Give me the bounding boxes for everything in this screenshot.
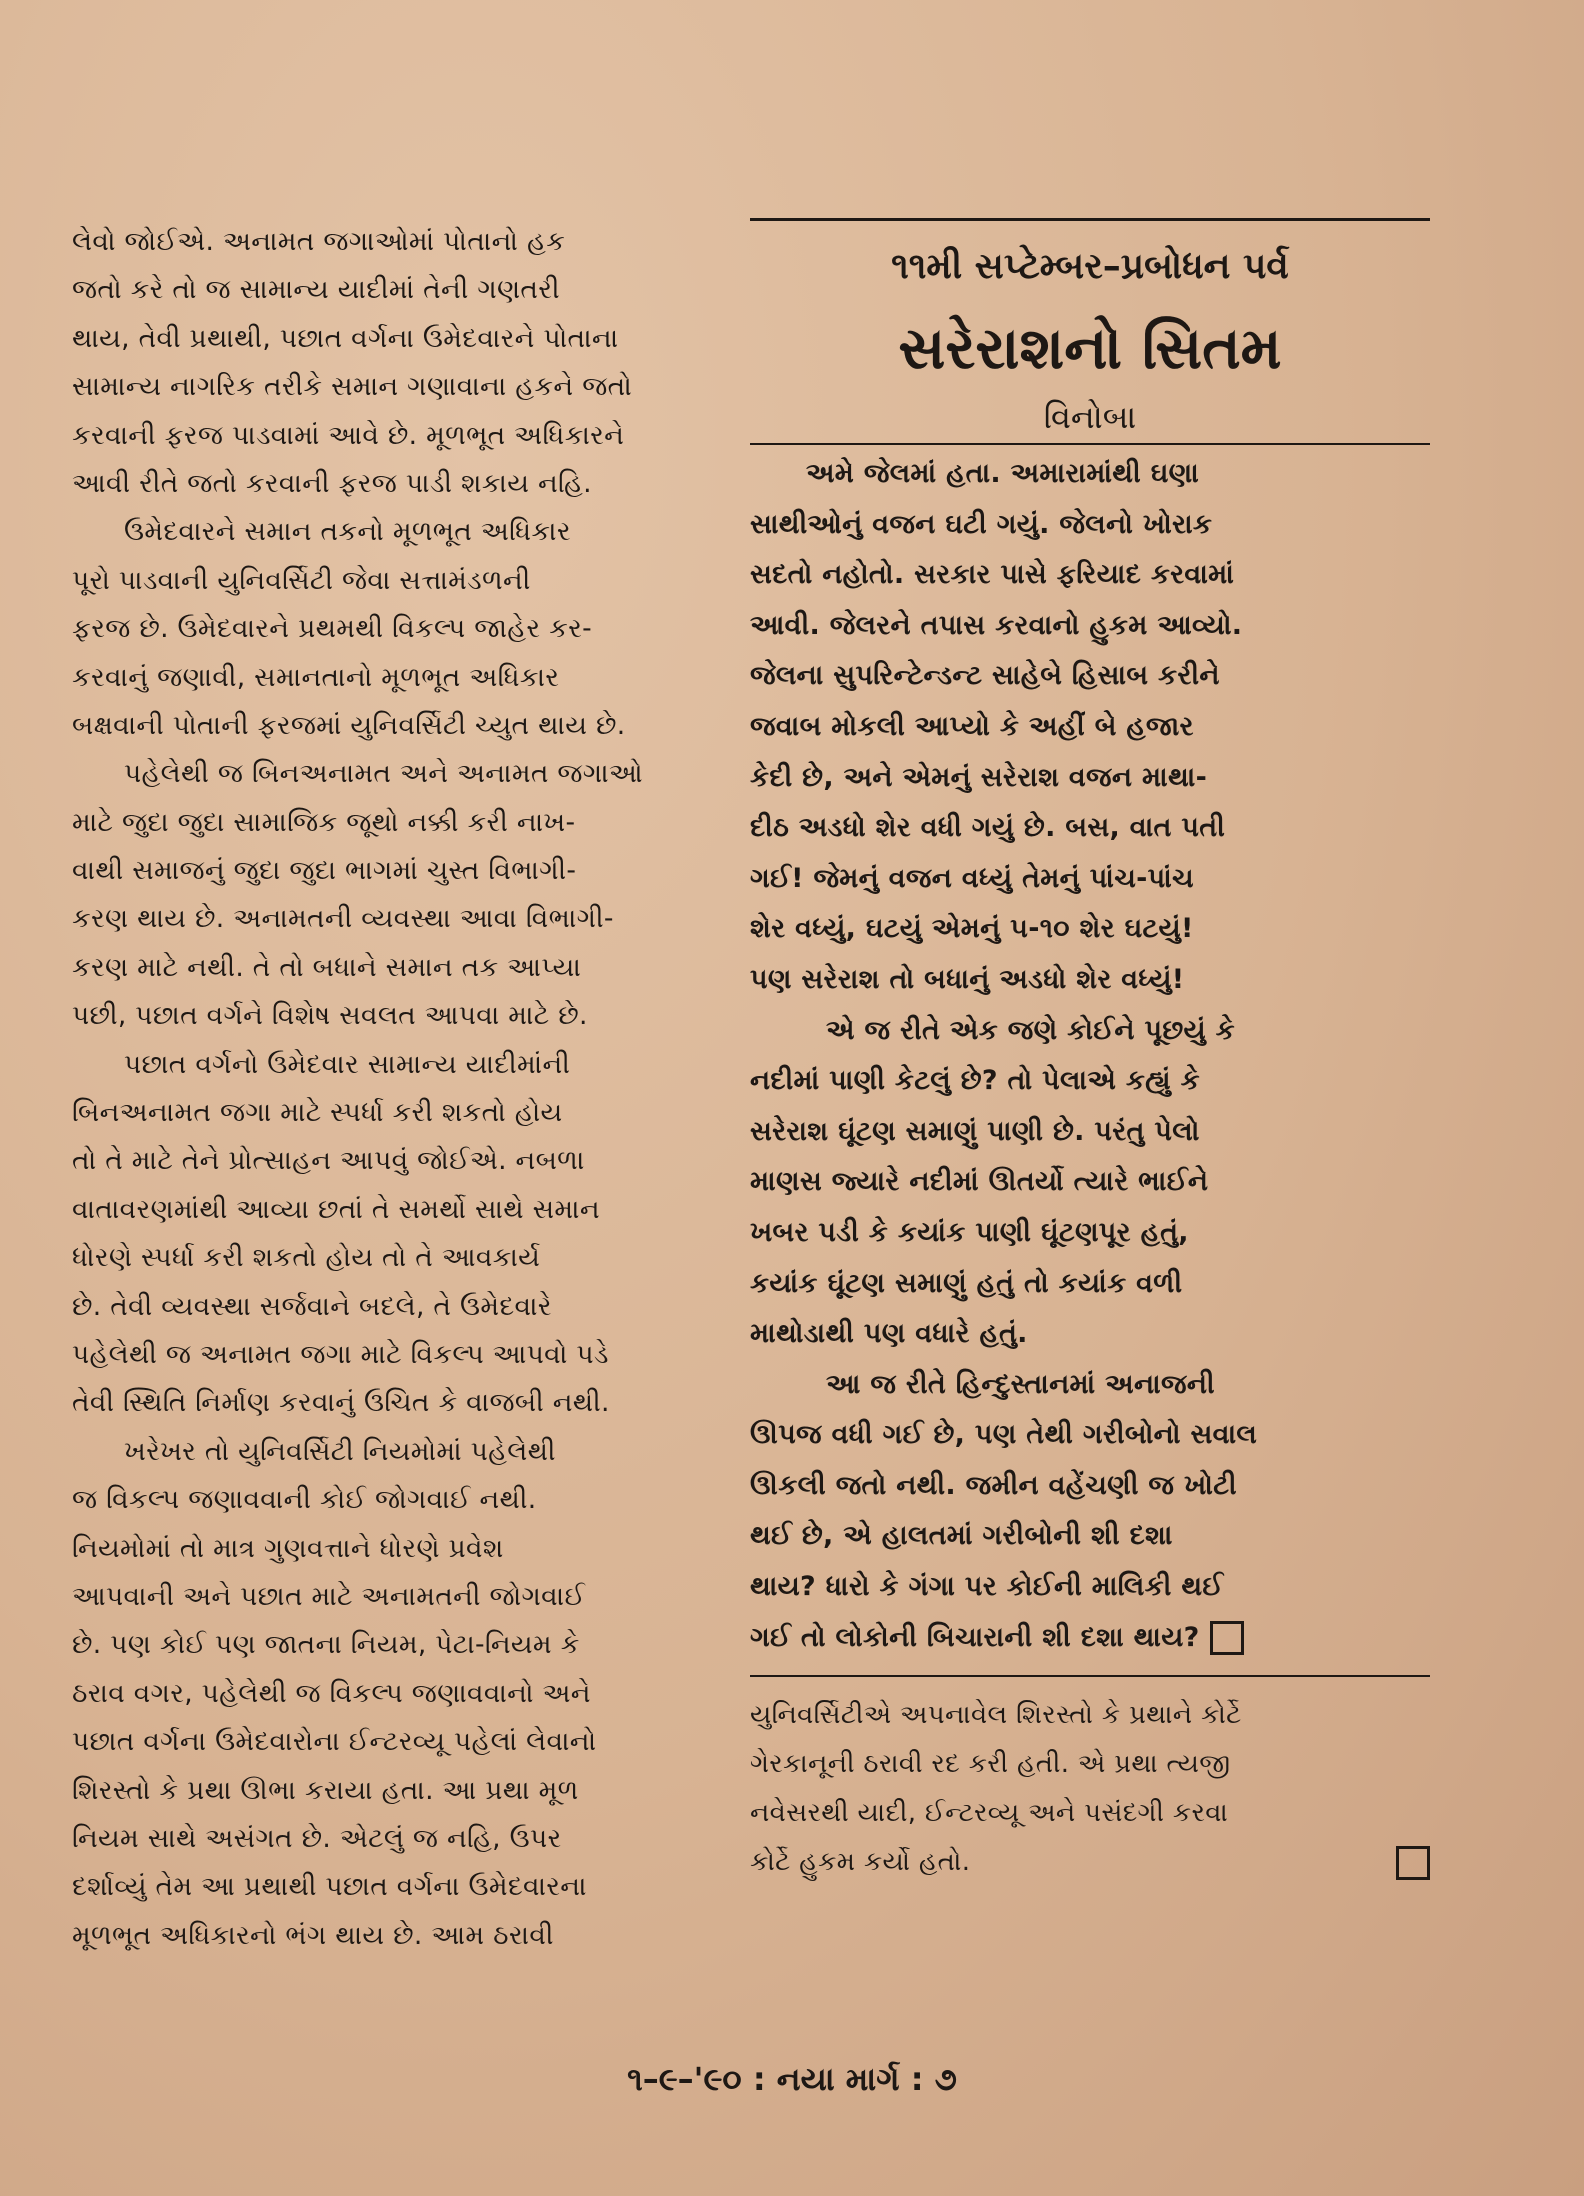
article-line: સાથીઓનું વજન ઘટી ગયું. જેલનો ખોરાક	[750, 508, 1213, 540]
left-line: તેવી સ્થિતિ નિર્માણ કરવાનું ઉચિત કે વાજબી નથી.	[72, 1387, 610, 1419]
left-line: પહેલેથી જ બિનઅનામત અને અનામત જગાઓ	[124, 758, 643, 790]
note-line: નવેસરથી યાદી, ઈન્ટરવ્યૂ અને પસંદગી કરવા	[750, 1798, 1229, 1829]
article-line: ખબર પડી કે કયાંક પાણી ઘૂંટણપૂર હતું,	[750, 1216, 1189, 1248]
left-line: બિનઅનામત જગા માટે સ્પર્ધા કરી શકતો હોય	[72, 1097, 563, 1129]
left-line: નિયમ સાથે અસંગત છે. એટલું જ નહિ, ઉપર	[72, 1822, 562, 1854]
left-line: વાથી સમાજનું જુદા જુદા ભાગમાં ચુસ્ત વિભાગી-	[72, 855, 577, 887]
left-line: સામાન્ય નાગરિક તરીકે સમાન ગણાવાના હકને જતો	[72, 371, 633, 403]
left-line: પછાત વર્ગના ઉમેદવારોના ઈન્ટરવ્યૂ પહેલાં લેવાનો	[72, 1726, 597, 1758]
left-line: કરણ માટે નથી. તે તો બધાને સમાન તક આપ્યા	[72, 951, 582, 983]
left-line: પછી, પછાત વર્ગને વિશેષ સવલત આપવા માટે છે.	[72, 1000, 588, 1032]
end-mark-icon	[1210, 1621, 1244, 1655]
article-line: માથોડાથી પણ વધારે હતું.	[750, 1318, 1028, 1350]
article-line: પણ સરેરાશ તો બધાનું અડધો શેર વધ્યું!	[750, 963, 1185, 995]
article-subtitle: ૧૧મી સપ્ટેમ્બર–પ્રબોધન પર્વ	[891, 246, 1289, 287]
left-line: લેવો જોઈએ. અનામત જગાઓમાં પોતાનો હક	[72, 226, 566, 257]
left-line: જ વિકલ્પ જણાવવાની કોઈ જોગવાઈ નથી.	[72, 1484, 537, 1516]
left-line: આપવાની અને પછાત માટે અનામતની જોગવાઈ	[72, 1580, 586, 1612]
article-line: એ જ રીતે એક જણે કોઈને પૂછયું કે	[826, 1014, 1235, 1046]
article-body	[750, 449, 1430, 1663]
article-line: અમે જેલમાં હતા. અમારામાંથી ઘણા	[806, 458, 1200, 489]
left-line: વાતાવરણમાંથી આવ્યા છતાં તે સમર્થો સાથે સમાન	[72, 1193, 600, 1225]
court-note	[750, 1691, 1430, 1887]
article-author: વિનોબા	[1043, 398, 1137, 436]
left-line: શિરસ્તો કે પ્રથા ઊભા કરાયા હતા. આ પ્રથા મૂળ	[72, 1774, 579, 1806]
note-line: ગેરકાનૂની ઠરાવી રદ કરી હતી. એ પ્રથા ત્યજી	[750, 1749, 1231, 1780]
page-footer: ૧–૯–'૯૦ : નયા માર્ગ : ૭	[627, 2060, 957, 2098]
left-line: ઠરાવ વગર, પહેલેથી જ વિકલ્પ જણાવવાનો અને	[72, 1677, 591, 1709]
note-line	[750, 1838, 1430, 1887]
left-line: પૂરો પાડવાની યુનિવર્સિટી જેવા સત્તામંડળની	[72, 564, 531, 596]
article-line: જવાબ મોકલી આપ્યો કે અહીં બે હજાર	[750, 710, 1194, 742]
left-line: ખરેખર તો યુનિવર્સિટી નિયમોમાં પહેલેથી	[124, 1435, 556, 1467]
article-line: થઈ છે, એ હાલતમાં ગરીબોની શી દશા	[750, 1520, 1173, 1552]
left-line: પહેલેથી જ અનામત જગા માટે વિકલ્પ આપવો પડે	[72, 1338, 609, 1370]
left-line: છે. તેવી વ્યવસ્થા સર્જવાને બદલે, તે ઉમેદવારે	[72, 1290, 552, 1322]
left-line: માટે જુદા જુદા સામાજિક જૂથો નક્કી કરી નાખ-	[72, 806, 576, 838]
top-rule	[750, 218, 1430, 221]
end-mark-icon	[1396, 1846, 1430, 1880]
article-line: ગઈ! જેમનું વજન વધ્યું તેમનું પાંચ-પાંચ	[750, 862, 1194, 894]
article-line: સદતો નહોતો. સરકાર પાસે ફરિયાદ કરવામાં	[750, 559, 1235, 591]
article-line: જેલના સુપરિન્ટેન્ડન્ટ સાહેબે હિસાબ કરીને	[750, 660, 1220, 692]
article-line: દીઠ અડધો શેર વધી ગયું છે. બસ, વાત પતી	[750, 812, 1226, 844]
left-line: કરવાનું જણાવી, સમાનતાનો મૂળભૂત અધિકાર	[72, 661, 560, 693]
note-rule	[750, 1675, 1430, 1677]
article-line: થાય? ધારો કે ગંગા પર કોઈની માલિકી થઈ	[750, 1571, 1224, 1603]
left-line: દર્શાવ્યું તેમ આ પ્રથાથી પછાત વર્ગના ઉમેદવારના	[72, 1871, 587, 1903]
left-line: આવી રીતે જતો કરવાની ફરજ પાડી શકાય નહિ.	[72, 467, 592, 499]
left-line: ધોરણે સ્પર્ધા કરી શકતો હોય તો તે આવકાર્ય	[72, 1242, 541, 1274]
article-line: કેદી છે, અને એમનું સરેરાશ વજન માથા-	[750, 761, 1208, 793]
left-line: છે. પણ કોઈ પણ જાતના નિયમ, પેટા-નિયમ કે	[72, 1629, 580, 1661]
article-line: નદીમાં પાણી કેટલું છે? તો પેલાએ કહ્યું કે	[750, 1065, 1200, 1097]
left-line: તો તે માટે તેને પ્રોત્સાહન આપવું જોઈએ. નબળા	[72, 1145, 585, 1177]
article-line	[750, 1613, 1430, 1664]
article-last-line-text: ગઈ તો લોકોની બિચારાની શી દશા થાય?	[750, 1621, 1200, 1653]
article-line: માણસ જ્યારે નદીમાં ઊતર્યો ત્યારે ભાઈને	[750, 1166, 1209, 1198]
left-column	[72, 218, 722, 1960]
left-line: નિયમોમાં તો માત્ર ગુણવત્તાને ધોરણે પ્રવેશ	[72, 1532, 504, 1564]
article-title: સરેરાશનો સિતમ	[898, 314, 1282, 382]
article-line: આવી. જેલરને તપાસ કરવાનો હુકમ આવ્યો.	[750, 609, 1243, 641]
left-line: ઉમેદવારને સમાન તકનો મૂળભૂત અધિકાર	[124, 516, 571, 548]
left-line: કરવાની ફરજ પાડવામાં આવે છે. મૂળભૂત અધિકારને	[72, 419, 625, 451]
article-line: ઊકલી જતો નથી. જમીન વહેંચણી જ ખોટી	[750, 1469, 1237, 1501]
note-line: યુનિવર્સિટીએ અપનાવેલ શિરસ્તો કે પ્રથાને કોર્ટે	[750, 1700, 1242, 1731]
left-line: જતો કરે તો જ સામાન્ય યાદીમાં તેની ગણતરી	[72, 274, 560, 306]
article-line: આ જ રીતે હિન્દુસ્તાનમાં અનાજની	[826, 1368, 1215, 1400]
article-line: કયાંક ઘૂંટણ સમાણું હતું તો કયાંક વળી	[750, 1267, 1183, 1299]
article-line: સરેરાશ ઘૂંટણ સમાણું પાણી છે. પરંતુ પેલો	[750, 1115, 1200, 1147]
left-line: કરણ થાય છે. અનામતની વ્યવસ્થા આવા વિભાગી-	[72, 903, 614, 935]
left-line: મૂળભૂત અધિકારનો ભંગ થાય છે. આમ ઠરાવી	[72, 1919, 554, 1951]
header-rule	[750, 443, 1430, 445]
article-line: ઊપજ વધી ગઈ છે, પણ તેથી ગરીબોનો સવાલ	[750, 1419, 1258, 1451]
left-line: થાય, તેવી પ્રથાથી, પછાત વર્ગના ઉમેદવારને પોતાના	[72, 322, 619, 354]
left-line: બક્ષવાની પોતાની ફરજમાં યુનિવર્સિટી ચ્યુત થાય છે.	[72, 709, 626, 741]
article-line: શેર વધ્યું, ઘટયું એમનું ૫-૧૦ શેર ઘટયું!	[750, 913, 1194, 945]
left-line: ફરજ છે. ઉમેદવારને પ્રથમથી વિકલ્પ જાહેર કર-	[72, 613, 593, 645]
note-last-line-text: કોર્ટે હુકમ કર્યો હતો.	[750, 1847, 971, 1878]
article-column	[750, 218, 1430, 1887]
left-line: પછાત વર્ગનો ઉમેદવાર સામાન્ય યાદીમાંની	[124, 1048, 571, 1080]
